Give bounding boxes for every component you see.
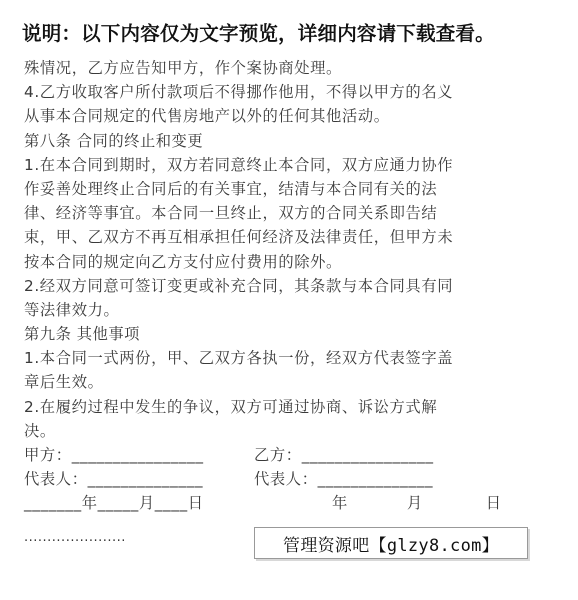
- date-right-year: 年: [332, 494, 348, 513]
- text-line: 2.经双方同意可签订变更或补充合同，其条款与本合同具有同: [24, 276, 454, 295]
- preview-notice: 说明：以下内容仅为文字预览，详细内容请下载查看。: [22, 22, 495, 45]
- text-line: 等法律效力。: [24, 300, 120, 319]
- text-line: 律、经济等事宜。本合同一旦终止，双方的合同关系即告结: [24, 204, 438, 223]
- rep-b-signature: 代表人：______________: [254, 470, 434, 489]
- site-watermark: 管理资源吧【glzy8.com】: [254, 527, 528, 559]
- signature-row-parties: [24, 443, 564, 467]
- signature-row-representatives: [24, 467, 564, 491]
- section-heading-9: 第九条 其他事项: [24, 325, 140, 344]
- text-line: 从事本合同规定的代售房地产以外的任何其他活动。: [24, 107, 390, 126]
- contract-text: [24, 56, 564, 516]
- text-line: 作妥善处理终止合同后的有关事宜，结清与本合同有关的法: [24, 179, 438, 198]
- text-line: 殊情况，乙方应告知甲方，作个案协商处理。: [24, 59, 342, 77]
- date-right-day: 日: [485, 494, 502, 513]
- signature-row-dates: [24, 491, 564, 515]
- text-line: 章后生效。: [24, 373, 104, 392]
- date-right: [332, 491, 502, 515]
- text-line: 1.在本合同到期时，双方若同意终止本合同，双方应通力协作: [24, 155, 454, 174]
- ellipsis-dots: ······················: [24, 534, 126, 549]
- text-line: 1.本合同一式两份，甲、乙双方各执一份，经双方代表签字盖: [24, 349, 454, 368]
- section-heading-8: 第八条 合同的终止和变更: [24, 131, 204, 150]
- party-b-signature: 乙方：________________: [254, 446, 434, 464]
- rep-a-signature: 代表人：______________: [24, 470, 204, 489]
- date-left: _______年_____月____日: [24, 494, 204, 513]
- text-line: 2.在履约过程中发生的争议，双方可通过协商、诉讼方式解: [24, 397, 438, 416]
- date-right-month: 月: [406, 494, 423, 513]
- party-a-signature: 甲方：________________: [24, 446, 204, 464]
- text-line: 4.乙方收取客户所付款项后不得挪作他用，不得以甲方的名义: [24, 83, 454, 102]
- text-line: 按本合同的规定向乙方支付应付费用的除外。: [24, 252, 342, 271]
- text-line: 束，甲、乙双方不再互相承担任何经济及法律责任，但甲方未: [24, 228, 454, 247]
- text-line: 决。: [24, 421, 56, 440]
